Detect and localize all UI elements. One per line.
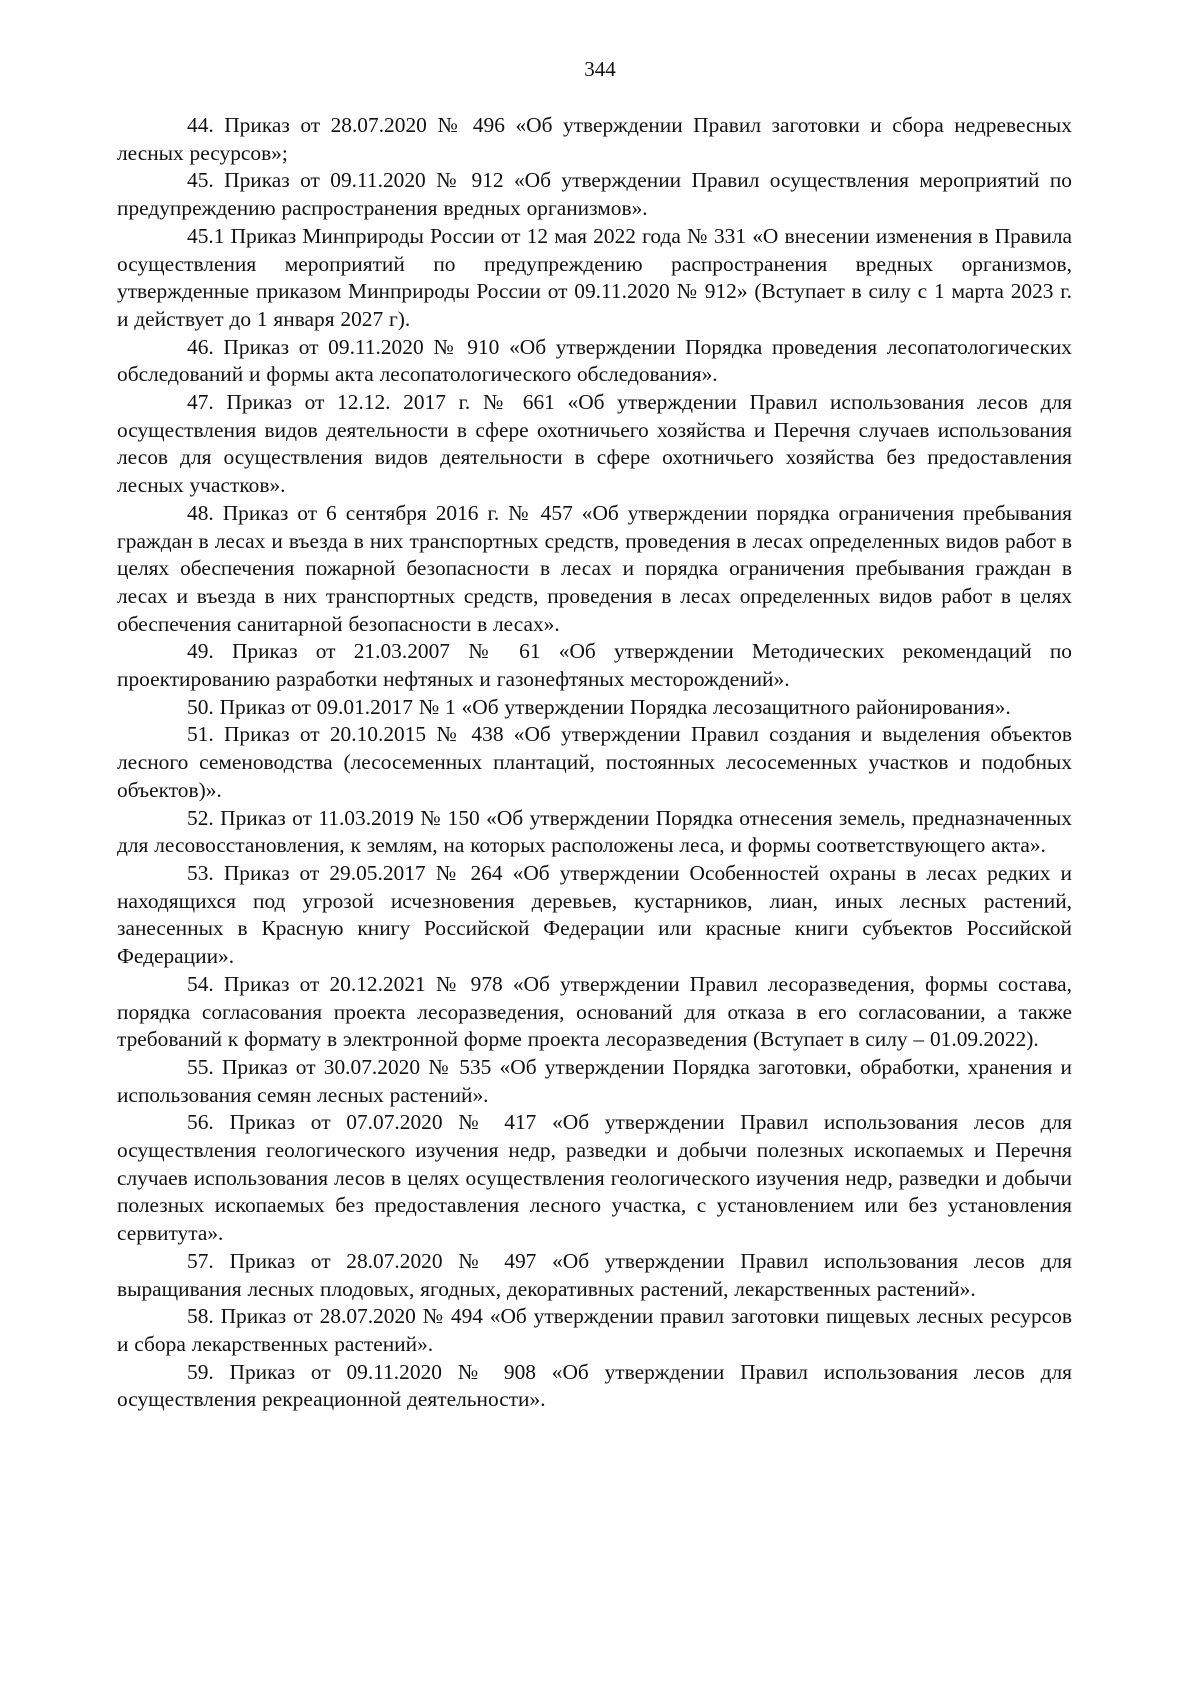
list-item: 57. Приказ от 28.07.2020 № 497 «Об утверждении Правил использования лесов для выращивания лесных плодовых, ягодных, декоративных растений, лекарственных растений». <box>117 1248 1072 1301</box>
list-item: 56. Приказ от 07.07.2020 № 417 «Об утверждении Правил использования лесов для осуществления геологического изучения недр, разведки и добычи полезных ископаемых и Перечня случаев использования лесов в целях осуществления геологического изучения недр, разведки и добычи полезных ископаемых без предоставления лесного участка, с установлением или без установления сервитута». <box>117 1110 1072 1246</box>
list-item: 48. Приказ от 6 сентября 2016 г. № 457 «Об утверждении порядка ограничения пребывания граждан в лесах и въезда в них транспортных средств, проведения в лесах определенных видов работ в целях обеспечения пожарной безопасности в лесах и порядка ограничения пребывания граждан в лесах и въезда в них транспортных средств, проведения в лесах определенных видов работ в целях обеспечения санитарной безопасности в лесах». <box>117 500 1072 636</box>
list-item: 46. Приказ от 09.11.2020 № 910 «Об утверждении Порядка проведения лесопатологических обследований и формы акта лесопатологического обследования». <box>117 334 1072 387</box>
list-item: 45. Приказ от 09.11.2020 № 912 «Об утверждении Правил осуществления мероприятий по предупреждению распространения вредных организмов». <box>117 168 1072 221</box>
list-item: 53. Приказ от 29.05.2017 № 264 «Об утверждении Особенностей охраны в лесах редких и находящихся под угрозой исчезновения деревьев, кустарников, лиан, иных лесных растений, занесенных в Красную книгу Российской Федерации или красные книги субъектов Российской Федерации». <box>117 860 1072 969</box>
list-item: 58. Приказ от 28.07.2020 № 494 «Об утверждении правил заготовки пищевых лесных ресурсов и сбора лекарственных растений». <box>117 1304 1072 1356</box>
page-number: 344 <box>584 57 616 81</box>
list-item: 45.1 Приказ Минприроды России от 12 мая 2022 года № 331 «О внесении изменения в Правила осуществления мероприятий по предупреждению распространения вредных организмов, утвержденные приказом Минприроды России от 09.11.2020 № 912» (Вступает в силу с 1 марта 2023 г. и действует до 1 января 2027 г). <box>117 223 1072 331</box>
list-item: 54. Приказ от 20.12.2021 № 978 «Об утверждении Правил лесоразведения, формы состава, порядка согласования проекта лесоразведения, оснований для отказа в его согласовании, а также требований к формату в электронной форме проекта лесоразведения (Вступает в силу – 01.09.2022). <box>117 971 1072 1052</box>
list-item: 44. Приказ от 28.07.2020 № 496 «Об утверждении Правил заготовки и сбора недревесных лесных ресурсов»; <box>117 113 1072 165</box>
list-item: 55. Приказ от 30.07.2020 № 535 «Об утверждении Порядка заготовки, обработки, хранения и использования семян лесных растений». <box>117 1054 1072 1107</box>
list-item: 49. Приказ от 21.03.2007 № 61 «Об утверждении Методических рекомендаций по проектированию разработки нефтяных и газонефтяных месторождений». <box>117 639 1072 692</box>
list-item: 52. Приказ от 11.03.2019 № 150 «Об утверждении Порядка отнесения земель, предназначенных для лесовосстановления, к землям, на которых расположены леса, и формы соответствующего акта». <box>117 805 1072 858</box>
list-item: 47. Приказ от 12.12. 2017 г. № 661 «Об утверждении Правил использования лесов для осуществления видов деятельности в сфере охотничьего хозяйства и Перечня случаев использования лесов для осуществления видов деятельности в сфере охотничьего хозяйства без предоставления лесных участков». <box>117 390 1072 498</box>
list-item: 51. Приказ от 20.10.2015 № 438 «Об утверждении Правил создания и выделения объектов лесного семеноводства (лесосеменных плантаций, постоянных лесосеменных участков и подобных объектов)». <box>117 722 1072 802</box>
list-item: 59. Приказ от 09.11.2020 № 908 «Об утверждении Правил использования лесов для осуществления рекреационной деятельности». <box>117 1359 1072 1412</box>
legal-list <box>117 112 1072 1414</box>
list-item: 50. Приказ от 09.01.2017 № 1 «Об утверждении Порядка лесозащитного районирования». <box>187 694 1011 719</box>
